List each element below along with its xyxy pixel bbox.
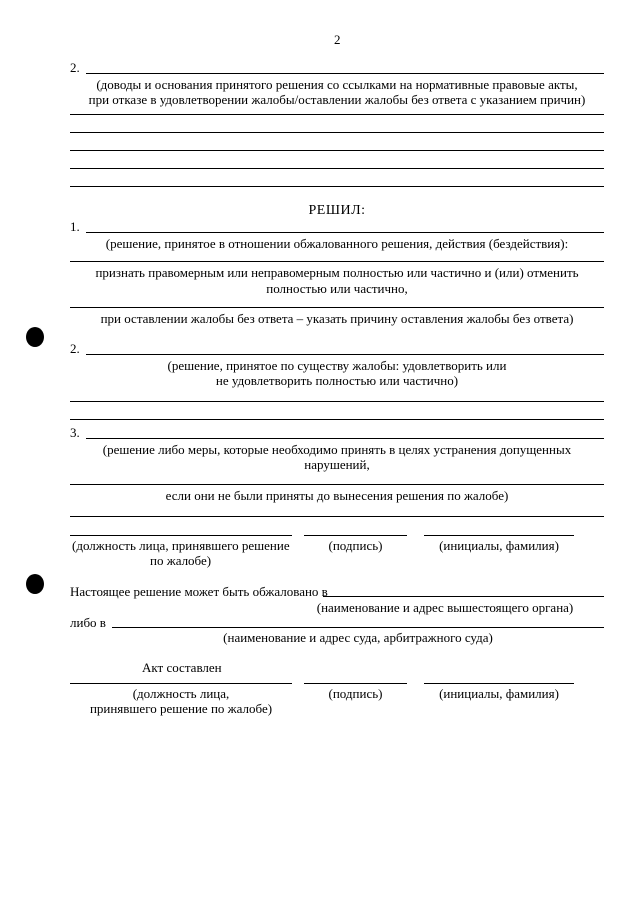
fill-line xyxy=(70,132,604,133)
fill-line xyxy=(323,596,604,597)
signature-name-caption: (инициалы, фамилия) xyxy=(439,538,559,553)
fill-line xyxy=(70,401,604,402)
fill-line xyxy=(86,73,604,74)
item-1-number: 1. xyxy=(70,219,80,234)
fill-line xyxy=(70,114,604,115)
section-2-caption-1: (доводы и основания принятого решения со ссылками на нормативные правовые акты, xyxy=(96,77,578,92)
fill-line xyxy=(86,232,604,233)
fill-line xyxy=(86,438,604,439)
act-position-line xyxy=(70,683,292,684)
appeal-text: Настоящее решение может быть обжаловано в xyxy=(70,584,328,599)
punch-hole-mark xyxy=(26,574,44,594)
appeal-or-text: либо в xyxy=(70,615,106,630)
fill-line xyxy=(70,186,604,187)
act-name-line xyxy=(424,683,574,684)
section-2-number: 2. xyxy=(70,60,80,75)
item-1-caption-3: полностью или частично, xyxy=(266,281,408,296)
item-1-caption-4: при оставлении жалобы без ответа – указать причину оставления жалобы без ответа) xyxy=(100,311,574,326)
fill-line xyxy=(70,419,604,420)
page-number: 2 xyxy=(334,32,341,47)
act-position-caption-2: принявшего решение по жалобе) xyxy=(89,701,273,716)
signature-position-line xyxy=(70,535,292,536)
item-2-caption-1: (решение, принятое по существу жалобы: удовлетворить или xyxy=(167,358,507,373)
fill-line xyxy=(70,261,604,262)
section-2-caption-2: при отказе в удовлетворении жалобы/оставлении жалобы без ответа с указанием причин) xyxy=(88,92,586,107)
fill-line xyxy=(70,150,604,151)
act-name-caption: (инициалы, фамилия) xyxy=(439,686,559,701)
punch-hole-mark xyxy=(26,327,44,347)
fill-line xyxy=(70,516,604,517)
item-3-caption-2: нарушений, xyxy=(304,457,370,472)
fill-line xyxy=(86,354,604,355)
signature-caption: (подпись) xyxy=(328,538,383,553)
fill-line xyxy=(70,168,604,169)
act-position-caption-1: (должность лица, xyxy=(132,686,230,701)
act-signature-caption: (подпись) xyxy=(328,686,383,701)
act-signature-line xyxy=(304,683,407,684)
appeal-caption-2: (наименование и адрес суда, арбитражного суда) xyxy=(223,630,493,645)
appeal-caption-1: (наименование и адрес вышестоящего органа) xyxy=(316,600,574,615)
fill-line xyxy=(70,484,604,485)
signature-line xyxy=(304,535,407,536)
signature-position-caption-1: (должность лица, принявшего решение xyxy=(72,538,290,553)
item-1-caption-2: признать правомерным или неправомерным полностью или частично и (или) отменить xyxy=(95,265,579,280)
signature-name-line xyxy=(424,535,574,536)
item-1-caption-1: (решение, принятое в отношении обжалованного решения, действия (бездействия): xyxy=(105,236,569,251)
act-label: Акт составлен xyxy=(142,660,222,675)
item-2-number: 2. xyxy=(70,341,80,356)
signature-position-caption-2: по жалобе) xyxy=(150,553,212,568)
item-3-caption-1: (решение либо меры, которые необходимо принять в целях устранения допущенных xyxy=(102,442,572,457)
item-2-caption-2: не удовлетворить полностью или частично) xyxy=(215,373,459,388)
item-3-caption-3: если они не были приняты до вынесения решения по жалобе) xyxy=(165,488,509,503)
item-3-number: 3. xyxy=(70,425,80,440)
fill-line xyxy=(70,307,604,308)
decision-heading: РЕШИЛ: xyxy=(308,203,366,218)
fill-line xyxy=(112,627,604,628)
